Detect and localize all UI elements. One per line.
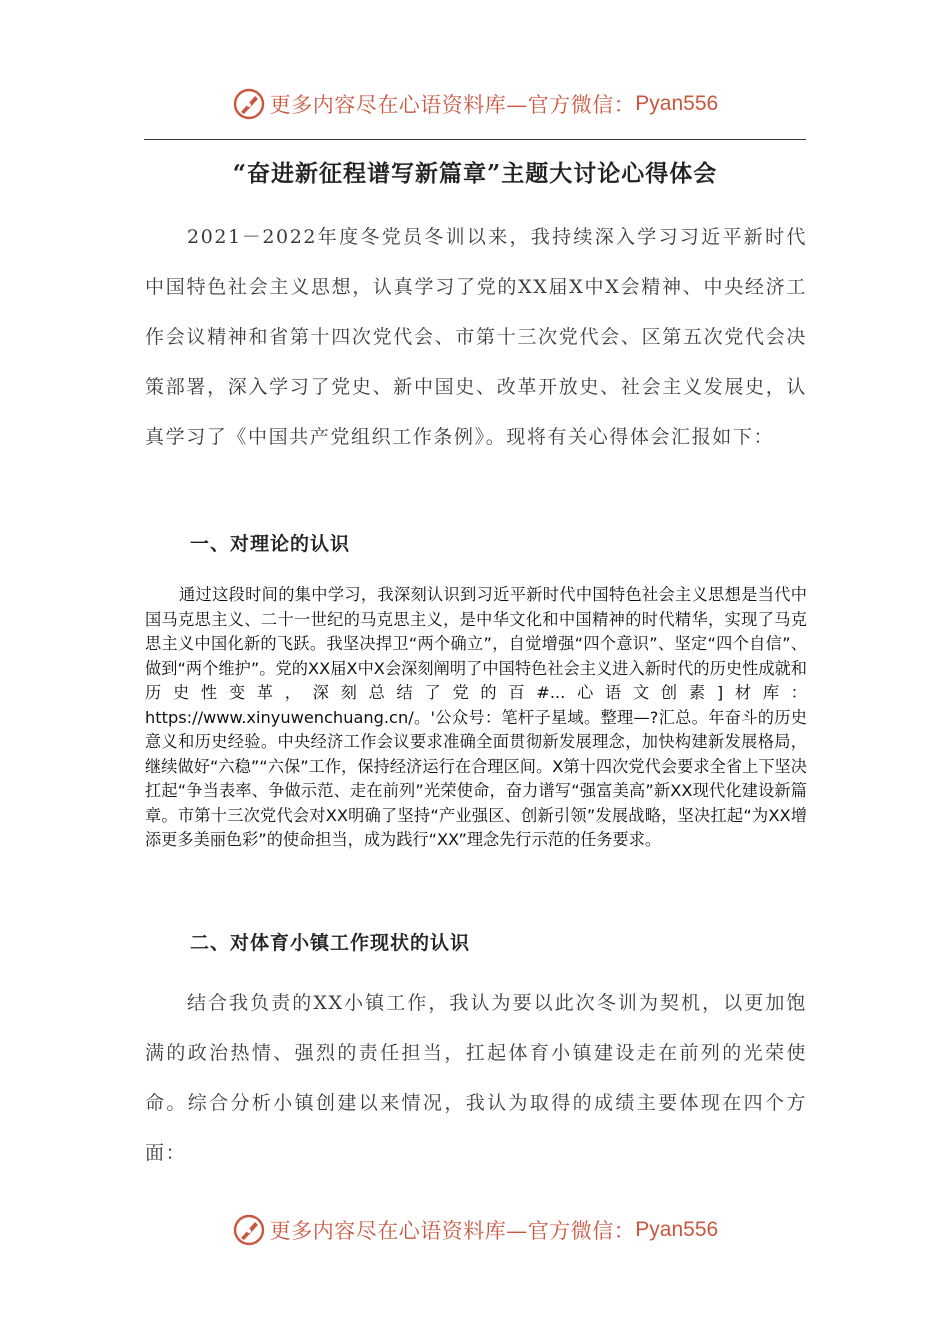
pen-nib-circle-icon (232, 87, 266, 121)
intro-paragraph: 2021－2022年度冬党员冬训以来，我持续深入学习习近平新时代中国特色社会主义思想，认真学习了党的XX届X中X会精神、中央经济工作会议精神和省第十四次党代会、市第十三次党代会、区第五次党代会决策部署，深入学习了党史、新中国史、改革开放史、社会主义发展史，认真学习了《中国共产党组织工作条例》。现将有关心得体会汇报如下： (145, 226, 807, 448)
watermark-banner-top (0, 84, 950, 124)
header-rule (144, 139, 806, 140)
watermark-text: 更多内容尽在心语资料库—官方微信： (269, 1219, 636, 1243)
watermark-text: 更多内容尽在心语资料库—官方微信： (269, 93, 636, 117)
section-2-paragraph: 结合我负责的XX小镇工作，我认为要以此次冬训为契机，以更加饱满的政治热情、强烈的责任担当，扛起体育小镇建设走在前列的光荣使命。综合分析小镇创建以来情况，我认为取得的成绩主要体现在四个方面： (145, 992, 807, 1164)
pen-nib-circle-icon (232, 1213, 266, 1247)
watermark-wechat-id: Pyan556 (635, 92, 719, 115)
watermark-wechat-id: Pyan556 (635, 1218, 719, 1241)
section-1-heading: 一、对理论的认识 (190, 533, 351, 555)
watermark-banner-bottom (0, 1210, 950, 1250)
section-2-heading: 二、对体育小镇工作现状的认识 (190, 932, 471, 954)
section-1-paragraph: 通过这段时间的集中学习，我深刻认识到习近平新时代中国特色社会主义思想是当代中国马克思主义、二十一世纪的马克思主义，是中华文化和中国精神的时代精华，实现了马克思主义中国化新的飞跃。我坚决捍卫“两个确立”，自觉增强“四个意识”、坚定“四个自信”、做到“两个维护”。党的XX届X中X会深刻阐明了中国特色社会主义进入新时代的历史性成就和历史性变革，深刻总结了党的百#...心语文创素]材库：https://www.xinyuwenchuang.cn/。'公众号：笔杆子星域。整理—?汇总。年奋斗的历史意义和历史经验。中央经济工作会议要求准确全面贯彻新发展理念，加快构建新发展格局，继续做好“六稳”“六保”工作，保持经济运行在合理区间。X第十四次党代会要求全省上下坚决扛起“争当表率、争做示范、走在前列”光荣使命，奋力谱写“强富美高”新XX现代化建设新篇章。市第十三次党代会对XX明确了坚持“产业强区、创新引领”发展战略，坚决扛起“为XX增添更多美丽色彩”的使命担当，成为践行“XX”理念先行示范的任务要求。 (145, 585, 807, 849)
document-title: “奋进新征程谱写新篇章”主题大讨论心得体会 (232, 160, 718, 187)
